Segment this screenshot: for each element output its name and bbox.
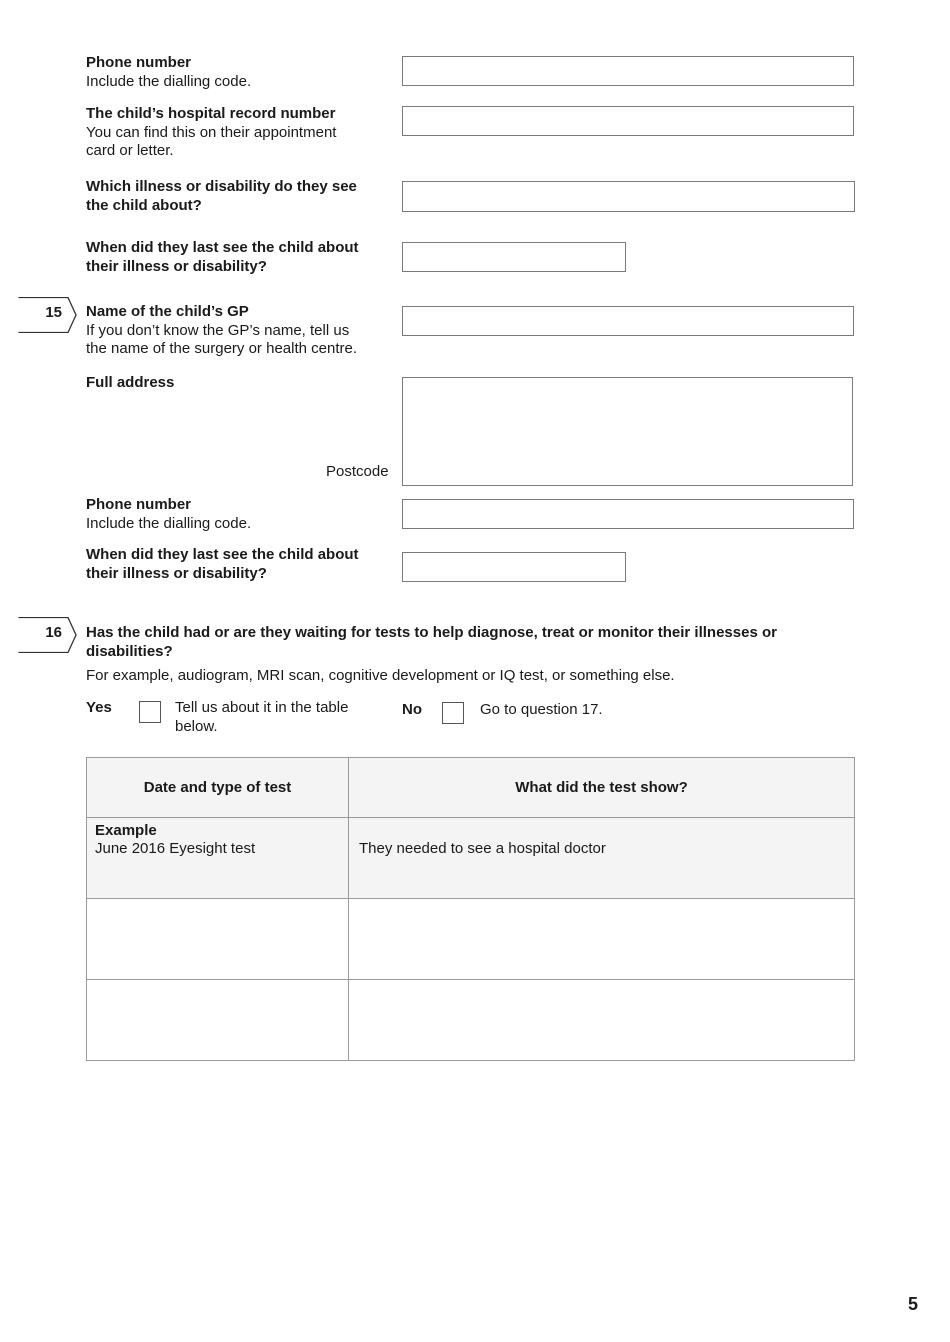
gp-phone-label <box>86 496 251 533</box>
test-result-header: What did the test show? <box>349 758 855 818</box>
hospital-record-input[interactable] <box>402 106 854 136</box>
table-header-row <box>87 758 855 818</box>
question-15-marker <box>18 297 76 333</box>
last-seen-date-input[interactable] <box>402 242 626 272</box>
yes-checkbox[interactable] <box>139 701 161 723</box>
date-type-input-cell[interactable] <box>87 980 349 1061</box>
gp-address-label <box>86 374 174 393</box>
yes-label: Yes <box>86 699 112 716</box>
phone-number-label <box>86 54 251 91</box>
tests-question-hint: For example, audiogram, MRI scan, cognitive development or IQ test, or something else. <box>86 667 675 684</box>
phone-number-hint: Include the dialling code. <box>86 72 252 90</box>
last-seen-title-1: When did they last see the child about <box>86 239 359 256</box>
example-date: June 2016 Eyesight test <box>95 840 256 857</box>
gp-name-input[interactable] <box>402 306 854 336</box>
tests-question-title-1: Has the child had or are they waiting for tests to help diagnose, treat or monitor their illnesses or <box>86 624 777 641</box>
question-16-number: 16 <box>45 624 62 641</box>
gp-name-title: Name of the child’s GP <box>86 303 249 320</box>
phone-number-title: Phone number <box>86 54 192 71</box>
hospital-record-label <box>86 105 336 161</box>
question-15-number: 15 <box>45 304 62 321</box>
yes-note <box>175 699 348 736</box>
example-result-cell: They needed to see a hospital doctor <box>349 818 855 899</box>
no-checkbox[interactable] <box>442 702 464 724</box>
illness-input[interactable] <box>402 181 855 212</box>
illness-title-1: Which illness or disability do they see <box>86 178 357 195</box>
yes-note-1: Tell us about it in the table <box>175 699 349 716</box>
yes-note-2: below. <box>175 717 218 735</box>
test-result-input-cell[interactable] <box>349 980 855 1061</box>
gp-phone-input[interactable] <box>402 499 854 529</box>
last-seen-label <box>86 239 359 276</box>
tests-question-title-2: disabilities? <box>86 642 173 660</box>
illness-label <box>86 178 357 215</box>
example-label: Example <box>95 822 157 839</box>
gp-name-hint-1: If you don’t know the GP’s name, tell us <box>86 321 350 339</box>
gp-address-input[interactable] <box>402 377 853 486</box>
gp-last-seen-title-2: their illness or disability? <box>86 564 267 582</box>
example-date-cell <box>87 818 349 899</box>
last-seen-title-2: their illness or disability? <box>86 257 267 275</box>
table-row <box>87 980 855 1061</box>
gp-name-hint-2: the name of the surgery or health centre. <box>86 340 357 357</box>
question-16-marker <box>18 617 76 653</box>
gp-last-seen-label <box>86 546 359 583</box>
hospital-record-hint-2: card or letter. <box>86 142 174 159</box>
tests-question <box>86 624 866 661</box>
hospital-record-hint-1: You can find this on their appointment <box>86 123 337 141</box>
example-row <box>87 818 855 899</box>
no-note: Go to question 17. <box>480 701 603 718</box>
phone-number-input[interactable] <box>402 56 854 86</box>
gp-last-seen-title-1: When did they last see the child about <box>86 546 359 563</box>
tests-table <box>86 757 855 1061</box>
illness-title-2: the child about? <box>86 196 202 214</box>
gp-phone-hint: Include the dialling code. <box>86 514 252 532</box>
date-type-header: Date and type of test <box>87 758 349 818</box>
gp-phone-title: Phone number <box>86 496 192 513</box>
postcode-label: Postcode <box>326 463 389 480</box>
gp-name-label <box>86 303 357 359</box>
table-row <box>87 899 855 980</box>
date-type-input-cell[interactable] <box>87 899 349 980</box>
test-result-input-cell[interactable] <box>349 899 855 980</box>
gp-address-title: Full address <box>86 374 175 391</box>
page-number: 5 <box>907 1294 918 1314</box>
no-label: No <box>402 701 422 718</box>
gp-last-seen-date-input[interactable] <box>402 552 626 582</box>
hospital-record-title: The child’s hospital record number <box>86 105 336 122</box>
